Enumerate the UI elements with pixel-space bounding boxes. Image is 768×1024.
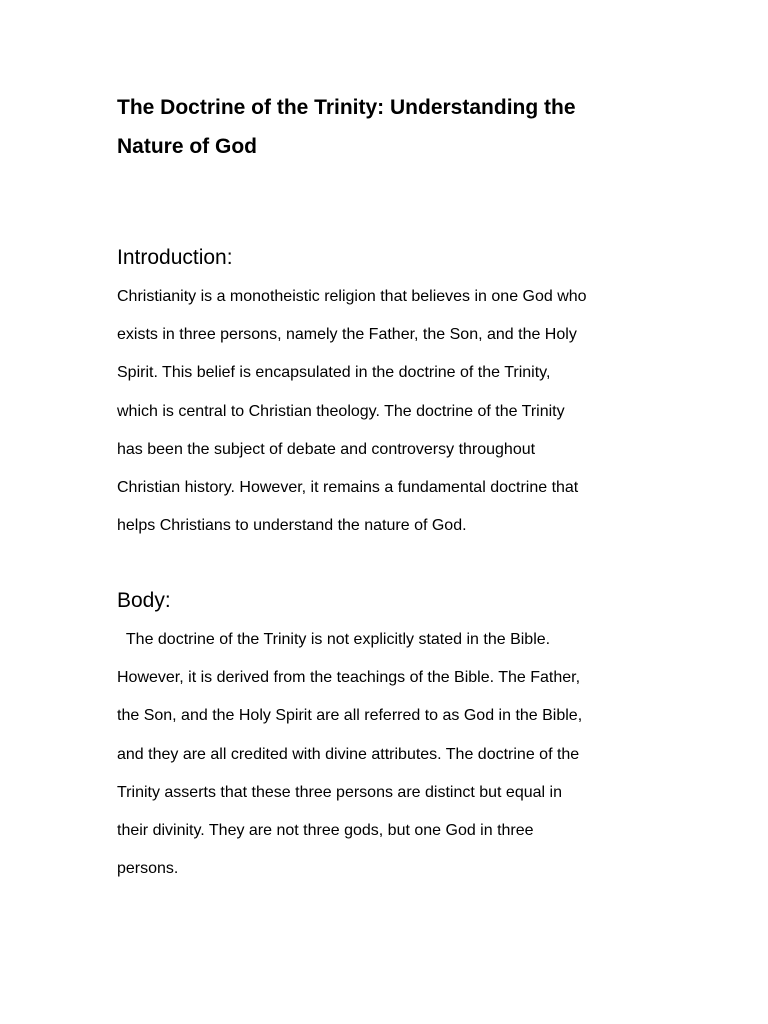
section-text-body: The doctrine of the Trinity is not explicitly stated in the Bible. However, it is derived from the teachings of the Bible. The Father, the Son, and the Holy Spirit are all referred to as God in the Bible, and they are all credited with divine attributes. The doctrine of the Trinity asserts that these three persons are distinct but equal in their divinity. They are not three gods, but one God in three persons. [117, 631, 583, 878]
section-heading-introduction: Introduction: [117, 246, 233, 269]
section-heading-body: Body: [117, 589, 171, 612]
section-text-introduction: Christianity is a monotheistic religion that believes in one God who exists in three persons, namely the Father, the Son, and the Holy Spirit. This belief is encapsulated in the doctrine of the Trinity, which is central to Christian theology. The doctrine of the Trinity has been the subject of debate and controversy throughout Christian history. However, it remains a fundamental doctrine that helps Christians to understand the nature of God. [117, 288, 587, 535]
page-title: The Doctrine of the Trinity: Understanding the Nature of God [117, 96, 576, 158]
